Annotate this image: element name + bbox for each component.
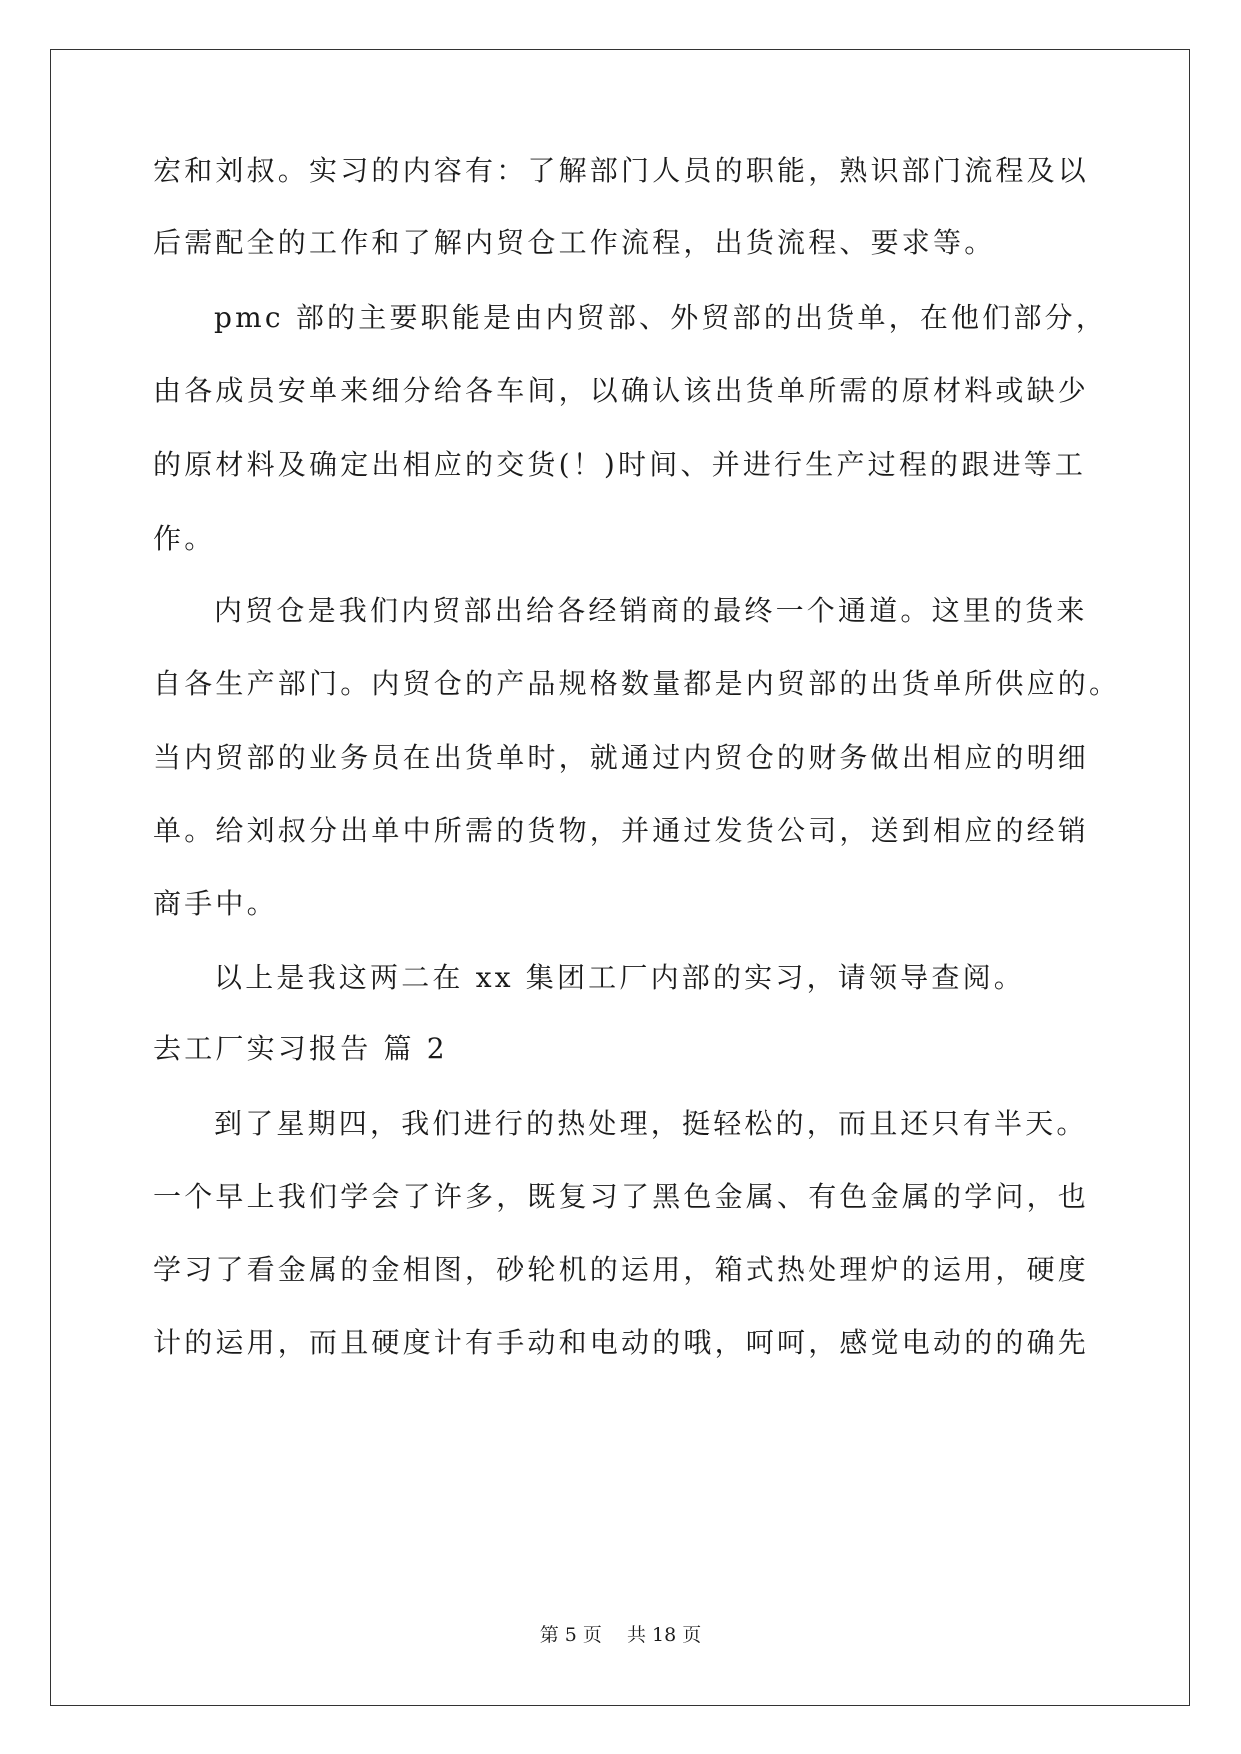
paragraph-line: 一个早上我们学会了许多，既复习了黑色金属、有色金属的学问，也: [153, 1180, 1090, 1213]
paragraph-line: 由各成员安单来细分给各车间，以确认该出货单所需的原材料或缺少: [153, 374, 1090, 407]
paragraph-line: 以上是我这两二在 xx 集团工厂内部的实习，请领导查阅。: [214, 961, 1025, 994]
paragraph-line: 商手中。: [153, 887, 278, 920]
paragraph-line: 单。给刘叔分出单中所需的货物，并通过发货公司，送到相应的经销: [153, 814, 1090, 847]
paragraph-line: 作。: [153, 522, 216, 555]
paragraph-line: 到了星期四，我们进行的热处理，挺轻松的，而且还只有半天。: [214, 1107, 1088, 1140]
paragraph-line: 后需配全的工作和了解内贸仓工作流程，出货流程、要求等。: [153, 226, 996, 259]
paragraph-line: 宏和刘叔。实习的内容有：了解部门人员的职能，熟识部门流程及以: [153, 154, 1090, 187]
paragraph-line: 当内贸部的业务员在出货单时，就通过内贸仓的财务做出相应的明细: [153, 741, 1090, 774]
section-heading: 去工厂实习报告 篇 2: [153, 1032, 448, 1065]
paragraph-line: pmc 部的主要职能是由内贸部、外贸部的出货单，在他们部分，: [214, 301, 1108, 334]
paragraph-line: 内贸仓是我们内贸部出给各经销商的最终一个通道。这里的货来: [214, 594, 1088, 627]
paragraph-line: 计的运用，而且硬度计有手动和电动的哦，呵呵，感觉电动的的确先: [153, 1326, 1090, 1359]
paragraph-line: 的原材料及确定出相应的交货(！)时间、并进行生产过程的跟进等工: [153, 448, 1087, 481]
paragraph-line: 学习了看金属的金相图，砂轮机的运用，箱式热处理炉的运用，硬度: [153, 1253, 1090, 1286]
page-number-footer: 第 5 页 共 18 页: [539, 1624, 702, 1646]
paragraph-line: 自各生产部门。内贸仓的产品规格数量都是内贸部的出货单所供应的。: [153, 667, 1121, 700]
